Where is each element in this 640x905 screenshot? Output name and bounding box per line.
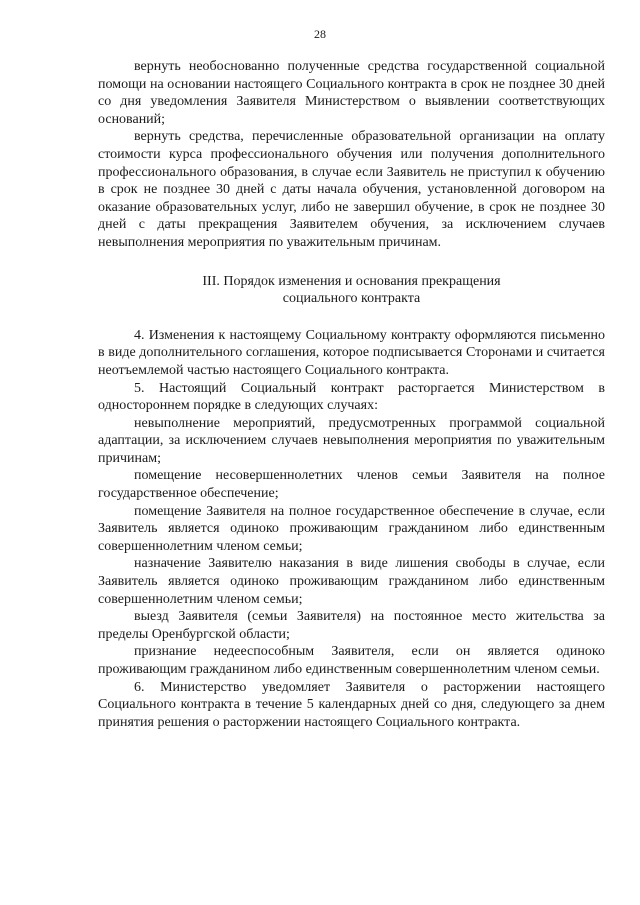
paragraph-termination-case-2: помещение несовершеннолетних членов семьи Заявителя на полное государственное обеспечение; (98, 468, 605, 502)
paragraph-return-funds: вернуть необоснованно полученные средства государственной социальной помощи на основании настоящего Социального контракта в срок не позднее 30 дней со дня уведомления Заявителя Министерством о выявлении соответствующих оснований; (98, 59, 605, 127)
paragraph-return-education-funds: вернуть средства, перечисленные образовательной организации на оплату стоимости курса профессионального обучения или получения дополнительного профессионального образования, в случае если Заявитель не приступил к обучению в срок не позднее 30 дней с даты начала обучения, установленной договором на оказание образовательных услуг, либо не завершил обучение, в срок не позднее 30 дней с даты прекращения Заявителем обучения, за исключением случаев невыполнения мероприятия по уважительным причинам. (98, 129, 605, 250)
paragraph-termination-case-5: выезд Заявителя (семьи Заявителя) на постоянное место жительства за пределы Оренбургской области; (98, 609, 605, 642)
paragraph-termination-case-3: помещение Заявителя на полное государственное обеспечение в случае, если Заявитель является одиноко проживающим гражданином либо единственным совершеннолетним членом семьи; (98, 503, 605, 554)
section-heading-line-2: социального контракта (282, 291, 421, 307)
paragraph-termination-case-1: невыполнение мероприятий, предусмотренных программой социальной адаптации, за исключением случаев невыполнения мероприятия по уважительным причинам; (98, 415, 605, 466)
page-number: 28 (314, 27, 326, 41)
paragraph-termination-case-6: признание недееспособным Заявителя, если он является одиноко проживающим гражданином либо единственным совершеннолетним членом семьи. (98, 644, 605, 677)
section-heading (98, 273, 605, 308)
paragraph-clause-4: 4. Изменения к настоящему Социальному контракту оформляются письменно в виде дополнительного соглашения, которое подписывается Сторонами и считается неотъемлемой частью настоящего Социального контракта. (98, 327, 605, 378)
document-body (98, 58, 605, 731)
section-heading-line-1: III. Порядок изменения и основания прекращения (202, 273, 501, 289)
paragraph-clause-6: 6. Министерство уведомляет Заявителя о расторжении настоящего Социального контракта в течение 5 календарных дней со дня, следующего за днем принятия решения о расторжении настоящего Социального контракта. (98, 679, 605, 730)
paragraph-clause-5: 5. Настоящий Социальный контракт расторгается Министерством в одностороннем порядке в следующих случаях: (98, 380, 605, 414)
paragraph-termination-case-4: назначение Заявителю наказания в виде лишения свободы в случае, если Заявитель является одиноко проживающим гражданином либо единственным совершеннолетним членом семьи; (98, 556, 605, 607)
